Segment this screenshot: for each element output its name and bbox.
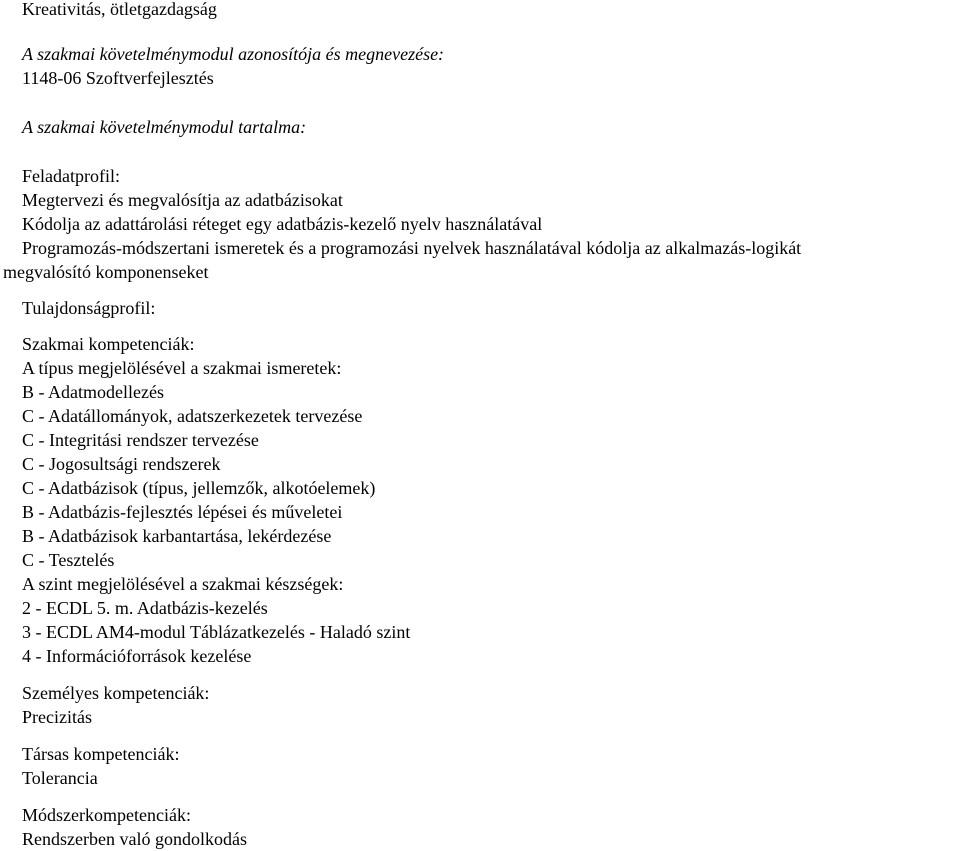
knowledge-item: B - Adatmodellezés — [22, 382, 164, 402]
personal-competencies-label: Személyes kompetenciák: — [22, 683, 210, 703]
knowledge-item: C - Adatbázisok (típus, jellemzők, alkotóelemek) — [22, 478, 376, 498]
task-profile-item: Kódolja az adattárolási réteget egy adatbázis-kezelő nyelv használatával — [22, 214, 543, 234]
knowledge-item: B - Adatbázis-fejlesztés lépései és műveletei — [22, 502, 343, 522]
social-competency-value: Tolerancia — [22, 768, 98, 788]
social-competencies-label: Társas kompetenciák: — [22, 744, 180, 764]
skill-item: 4 - Információforrások kezelése — [22, 646, 252, 666]
knowledge-item: B - Adatbázisok karbantartása, lekérdezése — [22, 526, 332, 546]
property-profile-label: Tulajdonságprofil: — [22, 298, 156, 318]
professional-competencies-label: Szakmai kompetenciák: — [22, 334, 195, 354]
task-profile-item: Megtervezi és megvalósítja az adatbázisokat — [22, 190, 343, 210]
skill-item: 3 - ECDL AM4-modul Táblázatkezelés - Haladó szint — [22, 622, 411, 642]
method-competency-value: Rendszerben való gondolkodás — [22, 829, 247, 849]
task-profile-label: Feladatprofil: — [22, 166, 120, 186]
knowledge-item: C - Integritási rendszer tervezése — [22, 430, 259, 450]
method-competencies-label: Módszerkompetenciák: — [22, 805, 191, 825]
knowledge-item: C - Adatállományok, adatszerkezetek tervezése — [22, 406, 363, 426]
top-line: Kreativitás, ötletgazdagság — [22, 0, 217, 19]
skills-label: A szint megjelölésével a szakmai készségek: — [22, 574, 344, 594]
knowledge-item: C - Tesztelés — [22, 550, 115, 570]
task-profile-item: Programozás-módszertani ismeretek és a programozási nyelvek használatával kódolja az alkalmazás-logikát — [22, 238, 802, 258]
personal-competency-value: Precizitás — [22, 707, 92, 727]
knowledge-item: C - Jogosultsági rendszerek — [22, 454, 221, 474]
knowledge-label: A típus megjelölésével a szakmai ismeretek: — [22, 358, 342, 378]
module-content-label: A szakmai követelménymodul tartalma: — [22, 117, 307, 137]
module-id-label: A szakmai követelménymodul azonosítója és megnevezése: — [22, 44, 445, 64]
task-profile-item-continuation: megvalósító komponenseket — [3, 262, 209, 282]
module-id-value: 1148-06 Szoftverfejlesztés — [22, 68, 214, 88]
skill-item: 2 - ECDL 5. m. Adatbázis-kezelés — [22, 598, 268, 618]
